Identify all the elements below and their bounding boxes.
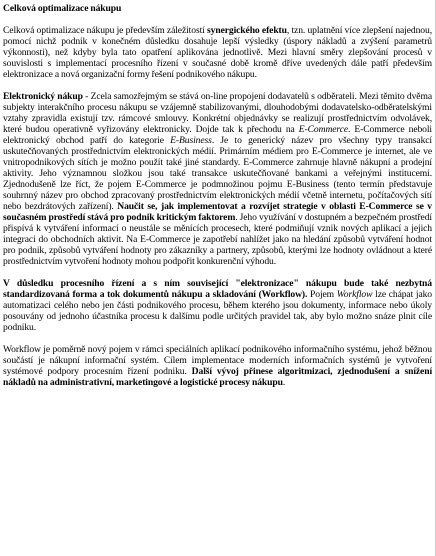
paragraph-information-systems: [3, 344, 432, 388]
text-run: . Je to generický název pro všechny typy transakcí uskutečňovaných prostřednictvím elektronických médií. Primárním médiem pro E-Commerce je internet, ale ve vnitropodnikových sítích je možno použít také jiné standardy. E-Commerce zahrnuje hlavně nákupní a prodejní aktivity. Jeho významnou složkou jsou také transakce uskutečňované bankami a veřejnými institucemi. Zjednodušeně lze říct, že pojem E-Commerce je podmnožinou pojmu E-Business (tento termín představuje souhrnný název pro obchod zpracovaný prostřednictvím elektronických médií včetně internetu, počítačových sítí nebo bezdrátových zařízení).: [3, 135, 432, 212]
bold-run: Elektronický nákup: [3, 91, 83, 102]
text-run: . E-Commerce neboli elektronický obchod patří do kategorie: [3, 124, 432, 146]
text-run: .: [282, 377, 286, 388]
text-run: Pojem: [307, 289, 337, 300]
text-run: lze chápat jako automatizaci celého nebo jen části podnikového procesu, během kterého jsou dokumenty, informace nebo úkoly posouvány od jednoho účastníka procesu k dalšímu podle určitých pravidel tak, aby bylo možno snáze plnit cíle podniku.: [3, 289, 432, 333]
bold-run: Naučit se, jak implementovat a rozvíjet strategie v oblasti E-Commerce se v současném prostředí stává pro podnik kritickým faktorem: [3, 201, 432, 223]
document-heading: Celková optimalizace nákupu: [3, 3, 122, 14]
italic-run: E-Business: [170, 135, 212, 146]
bold-run: V důsledku procesního řízení a s ním související "elektronizace" nákupu bude také nezbytná standardizovaná forma a tok dokumentů nákupu a skladování (Workflow).: [3, 278, 432, 300]
bold-run: synergického efektu: [207, 25, 287, 36]
italic-run: E-Commerce: [298, 124, 349, 135]
bold-run: Další vývoj přinese algoritmizaci, zjednodušení a snížení nákladů na administrativní, marketingové a logistické procesy nákupu: [3, 366, 432, 388]
text-run: . Jeho využívání v dostupném a bezpečném prostředí přispívá k vytváření informací o neustále se měnících procesech, které podmiňují vznik nových aplikací a jejich integraci do obchodních aktivit. Na E-Commerce je zapotřebí nahlížet jako na hledání způsobů vytváření hodnot pro podnik, způsobů vytváření hodnoty pro zákazníky a partnery, způsobů, kterými lze hodnoty ovládnout a které prostřednictvím vytvoření hodnoty mohou podpořit konkurenční výhodu.: [3, 212, 432, 267]
paragraph-electronic-purchasing: [3, 91, 432, 267]
paragraph-workflow: [3, 278, 432, 333]
italic-run: Workflow: [336, 289, 373, 300]
text-run: , tzn. uplatnění více zlepšení najednou, pomocí nichž podnik v konečném důsledku dosahuje lepší výsledky (úspory nákladů a zvýšení parametrů výkonnosti), než kdyby byla tato opatření aplikována jednotlivě. Mezi hlavní směry zlepšování procesů v souvislosti s implementací procesního řízení v současné době kromě dříve uvedených dále patří především elektronizace a nová organizační formy řešení podnikového nákupu.: [3, 25, 432, 80]
document-page: [3, 3, 432, 552]
text-run: Workflow je poměrně nový pojem v rámci speciálních aplikací podnikového informačního systému, jehož běžnou součástí je nákupní informační systém. Cílem implementace moderních informačních systémů je vytvoření systémové podpory procesním řízení podniku.: [3, 344, 432, 377]
text-run: - Zcela samozřejmým se stává on-line propojení dodavatelů s odběrateli. Mezi těmito dvěma subjekty interakčního procesu nákupu se vzájemně stabilizovanými, dlouhodobými dodavatelsko-odběratelskými vztahy zpravidla existují tzv. rámcové smlouvy. Konkrétní objednávky se realizují prostřednictvím odvolávek, které budou operativně vyřizovány elektronicky. Dojde tak k přechodu na: [3, 91, 432, 135]
text-run: Celková optimalizace nákupu je především záležitostí: [3, 25, 207, 36]
paragraph-synergy: [3, 25, 432, 80]
